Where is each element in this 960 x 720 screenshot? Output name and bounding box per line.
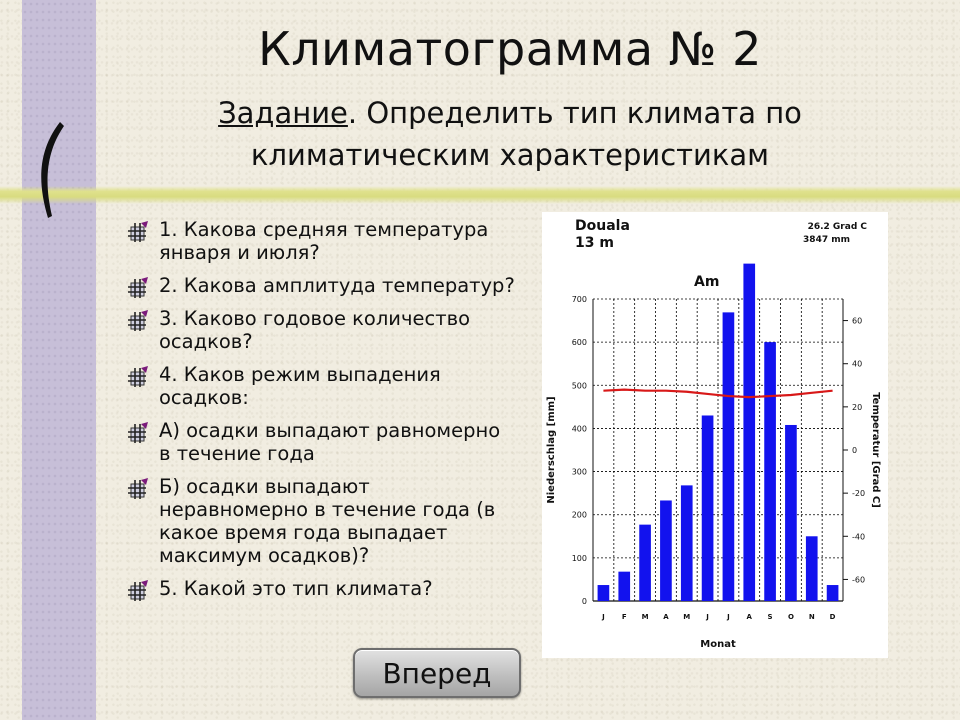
right-tick-label: -40 bbox=[852, 532, 866, 542]
climate-chart bbox=[542, 212, 888, 658]
question-item bbox=[126, 577, 516, 600]
station-name: Douala bbox=[575, 218, 630, 234]
right-axis-title: Temperatur [Grad C] bbox=[870, 392, 881, 508]
question-item bbox=[126, 307, 516, 353]
next-button[interactable]: Вперед bbox=[353, 648, 521, 698]
climate-code: Am bbox=[694, 274, 720, 290]
bracket-icon bbox=[30, 118, 66, 222]
right-tick-label: -60 bbox=[852, 575, 866, 585]
left-axis-title: Niederschlag [mm] bbox=[546, 396, 557, 504]
precip-bar bbox=[743, 264, 755, 601]
checkbox-pin-icon bbox=[126, 309, 150, 333]
station-elevation: 13 m bbox=[575, 235, 614, 251]
annual-temperature: 26.2 Grad C bbox=[807, 222, 867, 232]
question-item bbox=[126, 419, 516, 465]
sidebar-strip bbox=[22, 0, 96, 720]
question-text: 5. Какой это тип климата? bbox=[159, 577, 433, 600]
left-tick-label: 400 bbox=[571, 424, 587, 434]
precip-bar bbox=[764, 342, 776, 601]
right-tick-label: -20 bbox=[852, 489, 866, 499]
precip-bar bbox=[598, 585, 610, 601]
page-title: Климатограмма № 2 bbox=[258, 22, 762, 76]
question-item bbox=[126, 475, 516, 567]
question-text: 1. Какова средняя температура января и июля? bbox=[159, 218, 489, 264]
checkbox-pin-icon bbox=[126, 579, 150, 603]
precip-bar bbox=[806, 536, 818, 601]
left-tick-label: 600 bbox=[571, 338, 587, 348]
task-label: Задание bbox=[218, 96, 348, 130]
month-label: A bbox=[746, 613, 752, 621]
accent-line bbox=[0, 186, 960, 204]
left-tick-label: 700 bbox=[571, 295, 587, 304]
question-item bbox=[126, 218, 516, 264]
question-text: Б) осадки выпадают неравномерно в течение года (в какое время года выпадает максимум осадков)? bbox=[159, 475, 496, 567]
precip-bar bbox=[785, 425, 797, 601]
right-tick-label: 60 bbox=[852, 316, 863, 326]
question-text: 3. Каково годовое количество осадков? bbox=[159, 307, 471, 353]
checkbox-pin-icon bbox=[126, 421, 150, 445]
precip-bar bbox=[660, 500, 672, 601]
precip-bar bbox=[618, 572, 630, 601]
month-label: F bbox=[621, 613, 627, 621]
precip-bar bbox=[681, 485, 693, 601]
month-label: J bbox=[727, 613, 730, 621]
checkbox-pin-icon bbox=[126, 365, 150, 389]
checkbox-pin-icon bbox=[126, 477, 150, 501]
question-item bbox=[126, 363, 516, 409]
left-tick-label: 0 bbox=[581, 597, 587, 606]
precip-bar bbox=[702, 415, 714, 601]
precip-bar bbox=[639, 525, 651, 601]
left-tick-label: 200 bbox=[571, 510, 587, 520]
month-label: D bbox=[829, 613, 836, 621]
precip-bar bbox=[723, 312, 735, 601]
question-list bbox=[126, 218, 516, 610]
right-tick-label: 40 bbox=[852, 359, 863, 369]
month-label: N bbox=[808, 613, 815, 621]
left-tick-label: 100 bbox=[571, 553, 587, 563]
x-axis-title: Monat bbox=[700, 639, 736, 650]
month-label: A bbox=[663, 613, 669, 621]
month-label: J bbox=[602, 613, 605, 621]
month-label: M bbox=[683, 613, 691, 621]
question-text: А) осадки выпадают равномерно в течение года bbox=[159, 419, 501, 465]
month-label: J bbox=[706, 613, 709, 621]
right-tick-label: 20 bbox=[852, 402, 863, 412]
checkbox-pin-icon bbox=[126, 220, 150, 244]
question-item bbox=[126, 274, 516, 297]
month-label: M bbox=[641, 613, 649, 621]
question-text: 2. Какова амплитуда температур? bbox=[159, 274, 515, 297]
precip-bar bbox=[827, 585, 839, 601]
question-text: 4. Каков режим выпадения осадков: bbox=[159, 363, 441, 409]
annual-precipitation: 3847 mm bbox=[803, 235, 850, 245]
month-label: S bbox=[767, 613, 773, 621]
left-tick-label: 500 bbox=[571, 381, 587, 391]
task-text: . Определить тип климата по климатическим характеристикам bbox=[250, 96, 802, 172]
left-tick-label: 300 bbox=[571, 467, 587, 477]
task-subtitle bbox=[150, 92, 870, 176]
right-tick-label: 0 bbox=[852, 446, 858, 455]
month-label: O bbox=[787, 613, 794, 621]
checkbox-pin-icon bbox=[126, 276, 150, 300]
